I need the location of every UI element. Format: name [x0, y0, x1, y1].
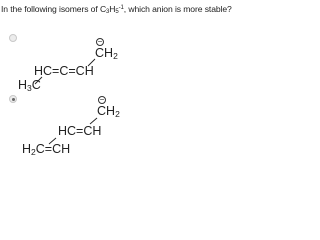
negative-charge-icon: −	[97, 37, 103, 46]
middle-chain-label: HC=C=CH	[34, 64, 94, 78]
option-1-structure	[0, 24, 200, 93]
bottom-group-label: $H_2C=CH$	[22, 142, 71, 157]
top-group-label: $CH_2$	[95, 46, 118, 61]
question-text: In the following isomers of $C_3H_5^{-1}$, which anion is more stable?	[1, 4, 232, 15]
middle-chain-label: HC=CH	[58, 124, 102, 138]
bottom-group-label: $H_3C$	[18, 78, 41, 93]
negative-charge-icon: −	[99, 95, 105, 104]
bond-line-icon	[0, 24, 200, 84]
top-group-label: $CH_2$	[97, 104, 120, 119]
option-2-structure	[0, 82, 200, 176]
